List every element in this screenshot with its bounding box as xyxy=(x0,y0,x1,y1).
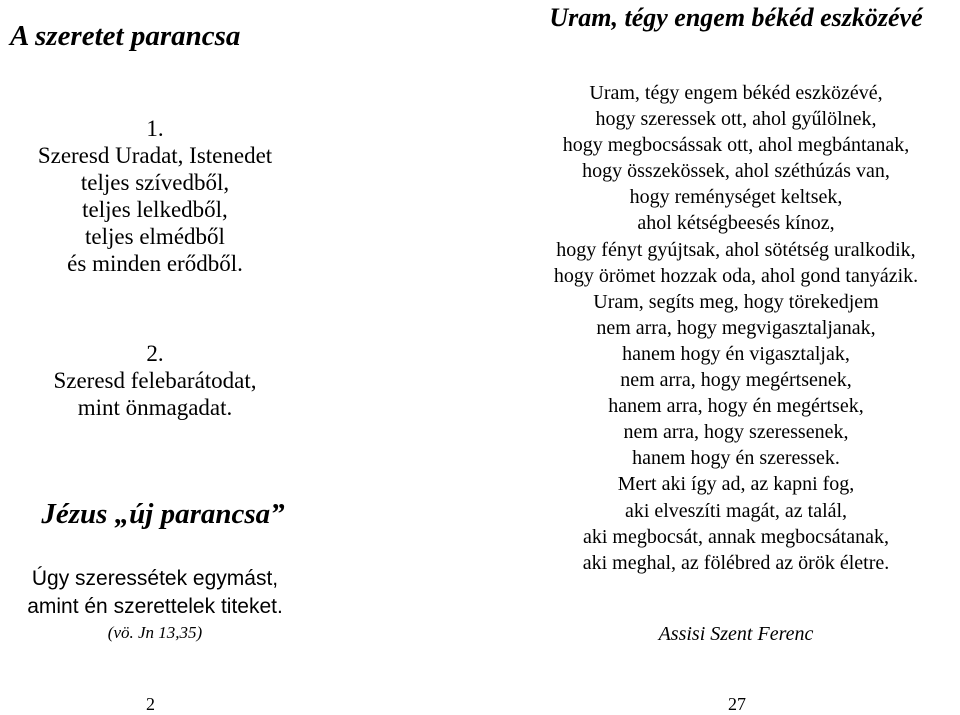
scripture-reference: (vö. Jn 13,35) xyxy=(107,623,203,642)
poem-line: hanem arra, hogy én megértsek, xyxy=(608,395,864,418)
poem-line: hogy megbocsássak ott, ahol megbántanak, xyxy=(562,134,910,157)
left-page-subtitle: Jézus „új parancsa” xyxy=(41,498,285,530)
left-page xyxy=(0,0,310,715)
poem-line: aki megbocsát, annak megbocsátanak, xyxy=(583,525,889,548)
poem-line: hanem hogy én vigasztaljak, xyxy=(622,342,850,365)
poem-line: ahol kétségbeesés kínoz, xyxy=(637,212,835,235)
commandment-1-line: teljes lelkedből, xyxy=(82,197,228,222)
poem-line: nem arra, hogy szeressenek, xyxy=(623,421,849,444)
poem-author: Assisi Szent Ferenc xyxy=(658,623,814,645)
poem-line: nem arra, hogy megvigasztaljanak, xyxy=(596,316,876,339)
poem-line: hogy szeressek ott, ahol gyűlölnek, xyxy=(595,108,877,131)
commandment-2 xyxy=(0,340,310,421)
poem-line: Uram, tégy engem békéd eszközévé, xyxy=(589,82,883,104)
commandment-1 xyxy=(0,115,310,277)
quote-line: amint én szerettelek titeket. xyxy=(27,595,283,618)
page-number-left: 2 xyxy=(146,694,155,714)
poem-line: hanem hogy én szeressek. xyxy=(632,447,840,470)
poem-line: hogy örömet hozzak oda, ahol gond tanyázik. xyxy=(553,264,919,287)
commandment-2-line: mint önmagadat. xyxy=(77,395,233,420)
poem-line: hogy fényt gyújtsak, ahol sötétség uralkodik, xyxy=(556,238,916,261)
poem-line: aki meghal, az fölébred az örök életre. xyxy=(582,551,890,574)
commandment-1-line: teljes szívedből, xyxy=(80,170,230,195)
commandment-2-number: 2. xyxy=(146,341,164,366)
commandment-2-line: Szeresd felebarátodat, xyxy=(53,368,257,393)
poem-line: nem arra, hogy megértsenek, xyxy=(620,369,852,392)
scripture-quote xyxy=(0,565,310,644)
commandment-1-line: Szeresd Uradat, Istenedet xyxy=(37,143,273,168)
commandment-1-line: és minden erődből. xyxy=(67,251,243,276)
poem-line: aki elveszíti magát, az talál, xyxy=(624,499,848,522)
poem-line: hogy reménységet keltsek, xyxy=(629,186,843,209)
right-page-title: Uram, tégy engem békéd eszközévé xyxy=(549,3,923,32)
poem-line: Uram, segíts meg, hogy törekedjem xyxy=(593,290,879,313)
poem-line: hogy összekössek, ahol széthúzás van, xyxy=(582,160,890,183)
right-page xyxy=(512,0,960,715)
quote-line: Úgy szeressétek egymást, xyxy=(31,567,279,590)
poem-line: Mert aki így ad, az kapni fog, xyxy=(617,473,855,496)
page-number-right: 27 xyxy=(728,694,746,714)
left-page-title: A szeretet parancsa xyxy=(10,20,241,52)
prayer-poem xyxy=(512,80,960,576)
commandment-1-line: teljes elmédből xyxy=(85,224,225,249)
commandment-1-number: 1. xyxy=(146,116,164,141)
